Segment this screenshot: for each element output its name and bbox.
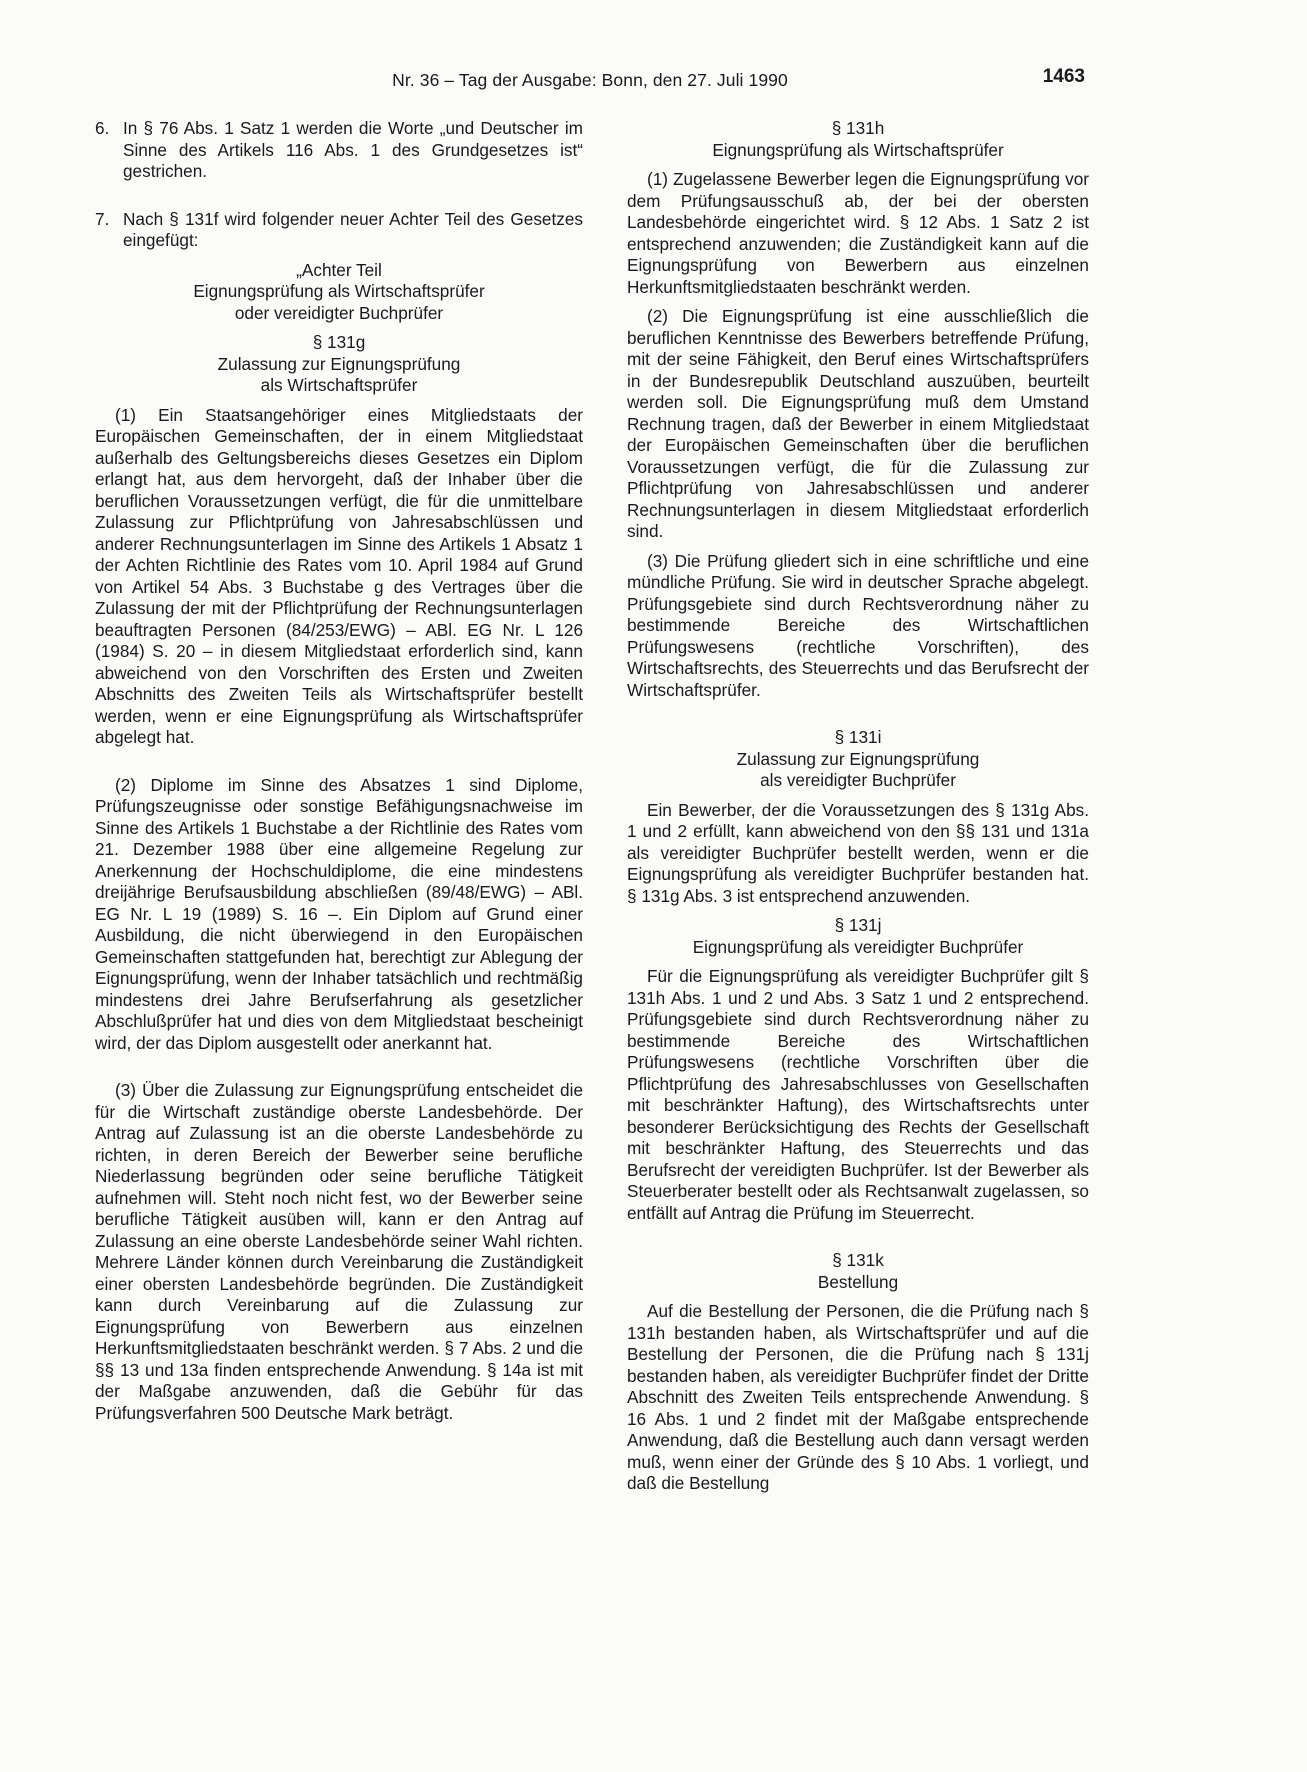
- section-title-131h: Eignungsprüfung als Wirtschaftsprüfer: [712, 139, 1004, 160]
- part-heading: „Achter Teil: [296, 259, 382, 280]
- section-number-131g: § 131g: [312, 332, 366, 352]
- section-number-131j: § 131j: [834, 915, 882, 935]
- paragraph-131i-1: Ein Bewerber, der die Voraussetzungen des § 131g Abs. 1 und 2 erfüllt, kann abweichend von den §§ 131 und 131a als vereidigter Buchprüfer bestellt werden, wenn er die Eignungsprüfung als vereidigter Buchprüfer bestanden hat. § 131g Abs. 3 ist entsprechend anzuwenden.: [627, 799, 1089, 906]
- section-title-131i-line-2: als vereidigter Buchprüfer: [760, 770, 956, 790]
- right-column: [627, 118, 1089, 1495]
- item-text: Nach § 131f wird folgender neuer Achter Teil des Gesetzes eingefügt:: [123, 208, 583, 250]
- item-text: In § 76 Abs. 1 Satz 1 werden die Worte „und Deutscher im Sinne des Artikels 116 Abs. 1 des Grundgesetzes ist“ gestrichen.: [123, 118, 583, 181]
- paragraph-131h-1: (1) Zugelassene Bewerber legen die Eignungsprüfung vor dem Prüfungsausschuß ab, der bei der obersten Landesbehörde eingerichtet wird. § 12 Abs. 1 Satz 2 ist entsprechend anzuwenden; die Zuständigkeit kann auf die Eignungsprüfung von Bewerbern aus einzelnen Herkunftsmitgliedstaaten beschränkt werden.: [627, 169, 1089, 297]
- item-number: 7.: [95, 208, 110, 229]
- amendment-item-6: [95, 118, 583, 183]
- section-number-131k: § 131k: [832, 1250, 884, 1270]
- page-number: 1463: [1042, 66, 1085, 87]
- paragraph-131j-1: Für die Eignungsprüfung als vereidigter Buchprüfer gilt § 131h Abs. 1 und 2 und Abs. 3 Satz 1 und 2 entsprechend. Prüfungsgebiete sind durch Rechtsverordnung näher zu bestimmende Bereiche des Wirtschaftlichen Prüfungswesens (rechtliche Vorschriften über die Pflichtprüfung des Jahresabschlusses von Gesellschaften mit beschränkter Haftung), des Wirtschaftsrechts unter besonderer Berücksichtigung des Rechts der Gesellschaft mit beschränkter Haftung, des Steuerrechts und das Berufsrecht der vereidigten Buchprüfer. Ist der Bewerber als Steuerberater bestellt oder als Rechtsanwalt zugelassen, so entfällt auf Antrag die Prüfung im Steuerrecht.: [627, 966, 1089, 1223]
- left-column: [95, 118, 583, 1424]
- paragraph-131h-2: (2) Die Eignungsprüfung ist eine ausschließlich die beruflichen Kenntnisse des Bewerbers betreffende Prüfung, mit der seine Fähigkeit, den Beruf eines Wirtschaftsprüfers in der Bundesrepublik Deutschland auszuüben, beurteilt werden soll. Die Eignungsprüfung muß dem Umstand Rechnung tragen, daß der Bewerber in einem Mitgliedstaat der Europäischen Gemeinschaften über die beruflichen Voraussetzungen verfügt, die für die Zulassung zur Pflichtprüfung von Jahresabschlüssen und anderer Rechnungsunterlagen in diesem Mitgliedstaat erforderlich sind.: [627, 306, 1089, 541]
- section-number-131h: § 131h: [831, 118, 885, 138]
- part-title-line-1: Eignungsprüfung als Wirtschaftsprüfer: [193, 281, 485, 301]
- gazette-issue-line: Nr. 36 – Tag der Ausgabe: Bonn, den 27. Juli 1990: [392, 70, 788, 90]
- paragraph-131g-3: (3) Über die Zulassung zur Eignungsprüfung entscheidet die für die Wirtschaft zuständige oberste Landesbehörde. Der Antrag auf Zulassung ist an die oberste Landesbehörde zu richten, in deren Bereich der Bewerber seine berufliche Niederlassung begründen oder seine berufliche Tätigkeit aufnehmen will. Steht noch nicht fest, wo der Bewerber seine berufliche Tätigkeit ausüben will, kann er den Antrag auf Zulassung an eine oberste Landesbehörde seiner Wahl richten. Mehrere Länder können durch Vereinbarung die Zuständigkeit einer obersten Landesbehörde begründen. Die Zuständigkeit kann durch Vereinbarung auf die Zulassung zur Eignungsprüfung von Bewerbern aus einzelnen Herkunftsmitgliedstaaten beschränkt werden. § 7 Abs. 2 und die §§ 13 und 13a finden entsprechende Anwendung. § 14a ist mit der Maßgabe anzuwenden, daß die Gebühr für das Prüfungsverfahren 500 Deutsche Mark beträgt.: [95, 1080, 583, 1423]
- section-number-131i: § 131i: [834, 727, 882, 747]
- section-title-131g-line-1: Zulassung zur Eignungsprüfung: [217, 353, 461, 374]
- section-title-131k: Bestellung: [817, 1271, 899, 1292]
- paragraph-131h-3: (3) Die Prüfung gliedert sich in eine schriftliche und eine mündliche Prüfung. Sie wird in deutscher Sprache abgelegt. Prüfungsgebiete sind durch Rechtsverordnung näher zu bestimmende Bereiche des Wirtschaftlichen Prüfungswesens (rechtliche Vorschriften), des Wirtschaftsrechts, des Steuerrechts und das Berufsrecht der Wirtschaftsprüfer.: [627, 550, 1089, 700]
- page-header: [95, 68, 1085, 92]
- paragraph-131g-2: (2) Diplome im Sinne des Absatzes 1 sind Diplome, Prüfungszeugnisse oder sonstige Befähigungsnachweise im Sinne des Artikels 1 Buchstabe a der Richtlinie des Rates vom 21. Dezember 1988 über eine allgemeine Regelung zur Anerkennung der Hochschuldiplome, die eine mindestens dreijährige Berufsausbildung abschließen (89/48/EWG) – ABl. EG Nr. L 19 (1989) S. 16 –. Ein Diplom auf Grund einer Ausbildung, die nicht überwiegend in den Europäischen Gemeinschaften stattgefunden hat, berechtigt zur Ablegung der Eignungsprüfung, wenn der Inhaber tatsächlich und rechtmäßig mindestens drei Jahre Berufserfahrung als gesetzlicher Abschlußprüfer hat und dies von dem Mitgliedstaat bescheinigt wird, der das Diplom ausgestellt oder anerkannt hat.: [95, 774, 583, 1053]
- section-title-131j: Eignungsprüfung als vereidigter Buchprüfer: [692, 936, 1024, 957]
- section-title-131g-line-2: als Wirtschaftsprüfer: [260, 375, 418, 395]
- paragraph-131k-1: Auf die Bestellung der Personen, die die Prüfung nach § 131h bestanden haben, als Wirtschaftsprüfer und auf die Bestellung der Personen, die die Prüfung nach § 131j bestanden haben, als vereidigter Buchprüfer findet der Dritte Abschnitt des Zweiten Teils entsprechende Anwendung. § 16 Abs. 1 und 2 findet mit der Maßgabe entsprechende Anwendung, daß die Bestellung auch dann versagt werden muß, wenn einer der Gründe des § 10 Abs. 1 vorliegt, und daß die Bestellung: [627, 1301, 1089, 1493]
- amendment-item-7: [95, 209, 583, 252]
- part-title-line-2: oder vereidigter Buchprüfer: [234, 302, 444, 323]
- paragraph-131g-1: (1) Ein Staatsangehöriger eines Mitgliedstaats der Europäischen Gemeinschaften, der in einem Mitgliedstaat außerhalb des Geltungsbereichs dieses Gesetzes ein Diplom erlangt hat, aus dem hervorgeht, daß der Inhaber über die beruflichen Voraussetzungen verfügt, die für die unmittelbare Zulassung zur Pflichtprüfung von Jahresabschlüssen und anderer Rechnungsunterlagen im Sinne des Artikels 1 Absatz 1 der Achten Richtlinie des Rates vom 10. April 1984 auf Grund von Artikel 54 Abs. 3 Buchstabe g des Vertrages über die Zulassung der mit der Pflichtprüfung der Rechnungsunterlagen beauftragten Personen (84/253/EWG) – ABl. EG Nr. L 126 (1984) S. 20 – in diesem Mitgliedstaat erforderlich sind, kann abweichend von den Vorschriften des Ersten und Zweiten Abschnitts des Zweiten Teils als Wirtschaftsprüfer bestellt werden, wenn er eine Eignungsprüfung als Wirtschaftsprüfer abgelegt hat.: [95, 404, 583, 747]
- item-number: 6.: [95, 118, 110, 138]
- section-title-131i-line-1: Zulassung zur Eignungsprüfung: [736, 748, 980, 769]
